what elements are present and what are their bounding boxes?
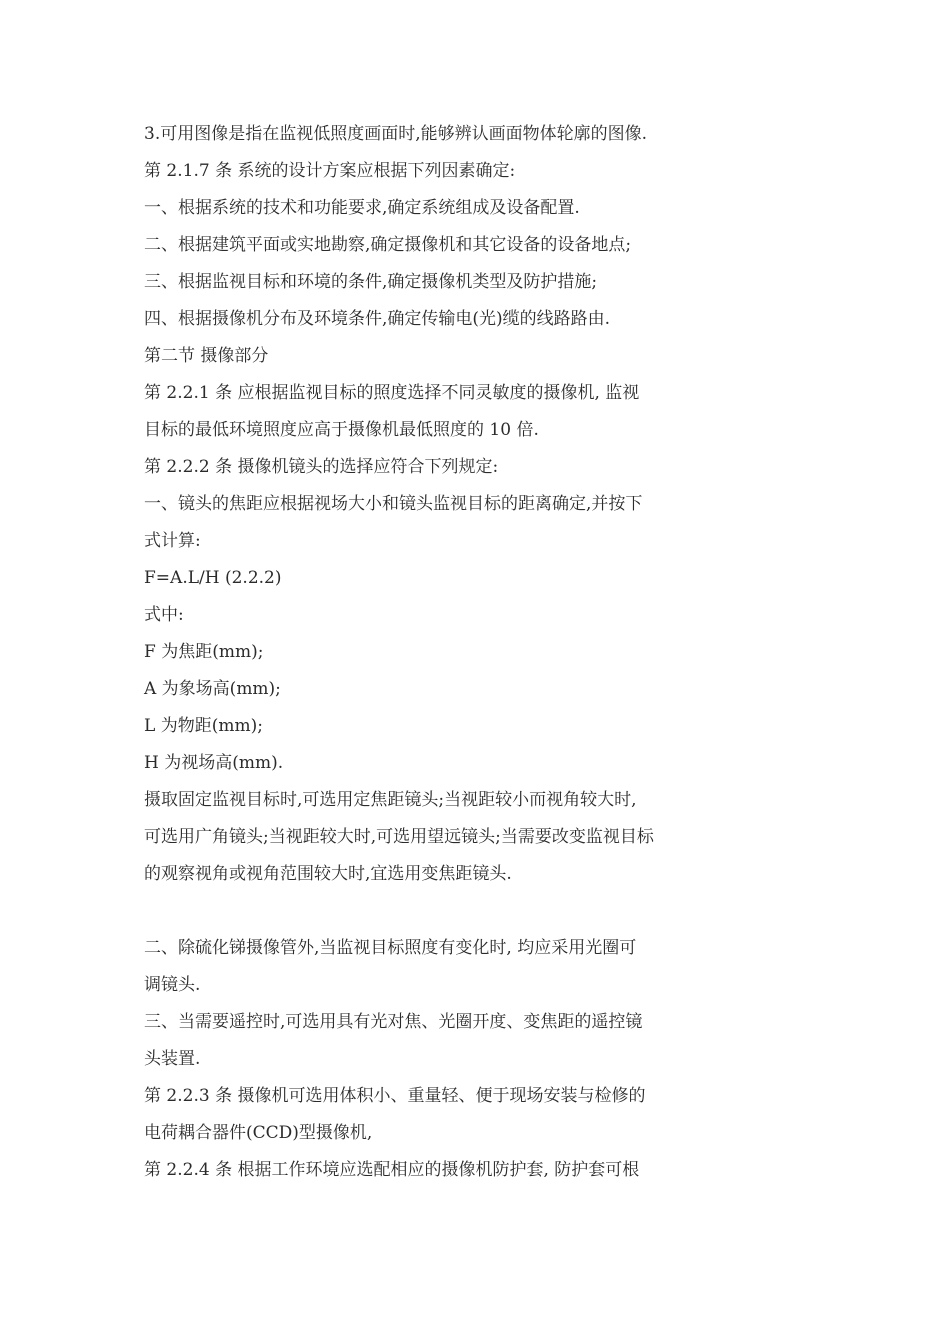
text-line: 的观察视角或视角范围较大时,宜选用变焦距镜头. <box>144 864 512 884</box>
text-line: 二、除硫化锑摄像管外,当监视目标照度有变化时, 均应采用光圈可 <box>144 938 637 958</box>
text-line: 摄取固定监视目标时,可选用定焦距镜头;当视距较小而视角较大时, <box>144 790 637 810</box>
document-body <box>144 116 744 1189</box>
text-line: 三、当需要遥控时,可选用具有光对焦、光圈开度、变焦距的遥控镜 <box>144 1012 643 1032</box>
text-line: 一、镜头的焦距应根据视场大小和镜头监视目标的距离确定,并按下 <box>144 494 643 514</box>
text-line: 3.可用图像是指在监视低照度画面时,能够辨认画面物体轮廓的图像. <box>144 124 648 144</box>
text-line: 第 2.1.7 条 系统的设计方案应根据下列因素确定: <box>144 161 516 181</box>
text-line: L 为物距(mm); <box>144 716 263 736</box>
text-line: 第 2.2.4 条 根据工作环境应选配相应的摄像机防护套, 防护套可根 <box>144 1160 640 1180</box>
text-line: 目标的最低环境照度应高于摄像机最低照度的 10 倍. <box>144 420 539 440</box>
text-line: 调镜头. <box>144 975 201 995</box>
text-line: 第 2.2.2 条 摄像机镜头的选择应符合下列规定: <box>144 457 499 477</box>
text-line: 第 2.2.1 条 应根据监视目标的照度选择不同灵敏度的摄像机, 监视 <box>144 383 640 403</box>
paragraph-gap <box>144 893 744 930</box>
text-line: 式中: <box>144 605 184 625</box>
text-line: 第 2.2.3 条 摄像机可选用体积小、重量轻、便于现场安装与检修的 <box>144 1086 646 1106</box>
text-line: H 为视场高(mm). <box>144 753 284 773</box>
text-line: 电荷耦合器件(CCD)型摄像机, <box>144 1123 373 1143</box>
text-line: F 为焦距(mm); <box>144 642 264 662</box>
text-line: 可选用广角镜头;当视距较大时,可选用望远镜头;当需要改变监视目标 <box>144 827 654 847</box>
text-line: 一、根据系统的技术和功能要求,确定系统组成及设备配置. <box>144 198 580 218</box>
text-line: 头装置. <box>144 1049 201 1069</box>
text-line: 四、根据摄像机分布及环境条件,确定传输电(光)缆的线路路由. <box>144 309 611 329</box>
text-line: 二、根据建筑平面或实地勘察,确定摄像机和其它设备的设备地点; <box>144 235 632 255</box>
text-line: 式计算: <box>144 531 201 551</box>
text-line: A 为象场高(mm); <box>144 679 281 699</box>
text-line: 三、根据监视目标和环境的条件,确定摄像机类型及防护措施; <box>144 272 598 292</box>
section-heading: 第二节 摄像部分 <box>144 346 269 366</box>
formula-line: F=A.L/H (2.2.2) <box>144 568 282 588</box>
